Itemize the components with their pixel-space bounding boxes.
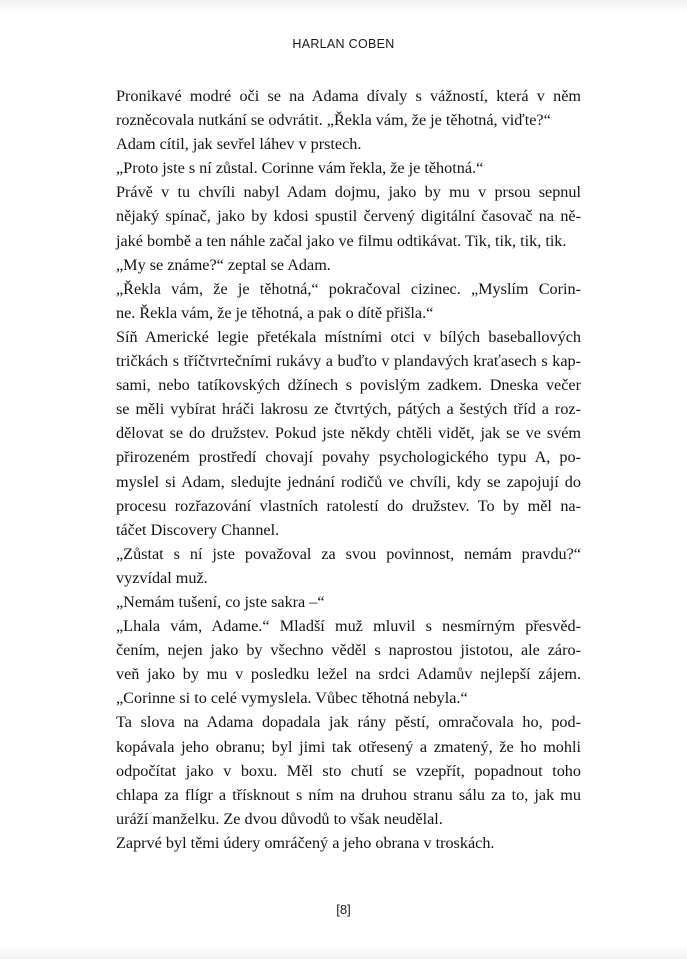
paragraph xyxy=(116,614,581,710)
text-line: rozněcovala nutkání se odvrátit. „Řekla vám, že je těhotná, viďte?“ xyxy=(116,111,551,130)
text-line: jaké bombě a ten náhle začal jako ve filmu odtikávat. Tik, tik, tik, tik. xyxy=(116,231,567,250)
text-line: „Zůstat s ní jste považoval za svou povinnost, nemám pravdu?“ xyxy=(116,544,581,563)
paragraph xyxy=(116,180,581,252)
running-head: HARLAN COBEN xyxy=(292,37,395,51)
text-line: „Corinne si to celé vymyslela. Vůbec těhotná nebyla.“ xyxy=(116,689,468,708)
body-text xyxy=(116,84,581,855)
text-line: Adam cítil, jak sevřel láhev v prstech. xyxy=(116,135,362,154)
text-line: „Lhala vám, Adame.“ Mladší muž mluvil s nesmírným přesvěd- xyxy=(116,617,581,636)
text-line: procesu rozřazování vlastních ratolestí do družstev. To by měl na- xyxy=(116,496,581,515)
paragraph xyxy=(116,84,581,132)
text-line: Zaprvé byl těmi údery omráčený a jeho obrana v troskách. xyxy=(116,833,495,852)
text-line: odpočítat jako v boxu. Měl sto chutí se vzepřít, popadnout toho xyxy=(116,761,581,780)
text-line: Pronikavé modré oči se na Adama dívaly s vážností, která v něm xyxy=(116,87,581,105)
paragraph xyxy=(116,542,581,590)
text-line: veň jako by mu v posledku ležel na srdci Adamův nejlepší zájem. xyxy=(116,665,581,684)
text-line: dělovat se do družstev. Pokud jste někdy chtěli vidět, jak se ve svém xyxy=(116,424,581,443)
text-line: uráží manželku. Ze dvou důvodů to však neudělal. xyxy=(116,809,443,828)
text-line: „Proto jste s ní zůstal. Corinne vám řekla, že je těhotná.“ xyxy=(116,159,484,178)
text-line: se měli vybírat hráči lakrosu ze čtvrtých, pátých a šestých tříd a roz- xyxy=(116,400,581,419)
paragraph xyxy=(116,831,581,855)
paragraph xyxy=(116,325,581,542)
paragraph xyxy=(116,590,581,614)
text-line: nějaký spínač, jako by kdosi spustil červený digitální časovač na ně- xyxy=(116,207,581,226)
text-line: „My se známe?“ zeptal se Adam. xyxy=(116,255,331,274)
text-line: tričkách s tříčtvrtečními rukávy a buďto v plandavých kraťasech s kap- xyxy=(116,352,581,371)
text-line: vyzvídal muž. xyxy=(116,568,208,587)
text-line: „Nemám tušení, co jste sakra –“ xyxy=(116,592,325,611)
text-line: táčet Discovery Channel. xyxy=(116,520,280,539)
text-line: kopávala jeho obranu; byl jimi tak otřesený a zmatený, že ho mohli xyxy=(116,737,581,756)
paragraph xyxy=(116,277,581,325)
text-line: sami, nebo tatíkovských džínech s povislým zadkem. Dneska večer xyxy=(116,376,581,395)
text-line: ne. Řekla vám, že je těhotná, a pak o dítě přišla.“ xyxy=(116,303,434,322)
text-line: čením, nejen jako by všechno věděl s naprostou jistotou, ale záro- xyxy=(116,641,581,660)
text-line: „Řekla vám, že je těhotná,“ pokračoval cizinec. „Myslím Corin- xyxy=(116,279,581,298)
paragraph xyxy=(116,710,581,830)
paragraph xyxy=(116,156,581,180)
paragraph xyxy=(116,132,581,156)
page-number: [8] xyxy=(336,902,351,917)
text-line: Síň Americké legie přetékala místními otci v bílých baseballových xyxy=(116,327,581,346)
text-line: myslel si Adam, sledujte jednání rodičů ve chvíli, kdy se zapojují do xyxy=(116,472,581,491)
paragraph xyxy=(116,253,581,277)
text-line: Ta slova na Adama dopadala jak rány pěstí, omračovala ho, pod- xyxy=(116,713,581,732)
text-line: Právě v tu chvíli nabyl Adam dojmu, jako by mu v prsou sepnul xyxy=(116,183,581,202)
text-line: přirozeném prostředí chovají povahy psychologického typu A, po- xyxy=(116,448,581,467)
text-line: chlapa za flígr a třísknout s ním na druhou stranu sálu za to, jak mu xyxy=(116,785,581,804)
